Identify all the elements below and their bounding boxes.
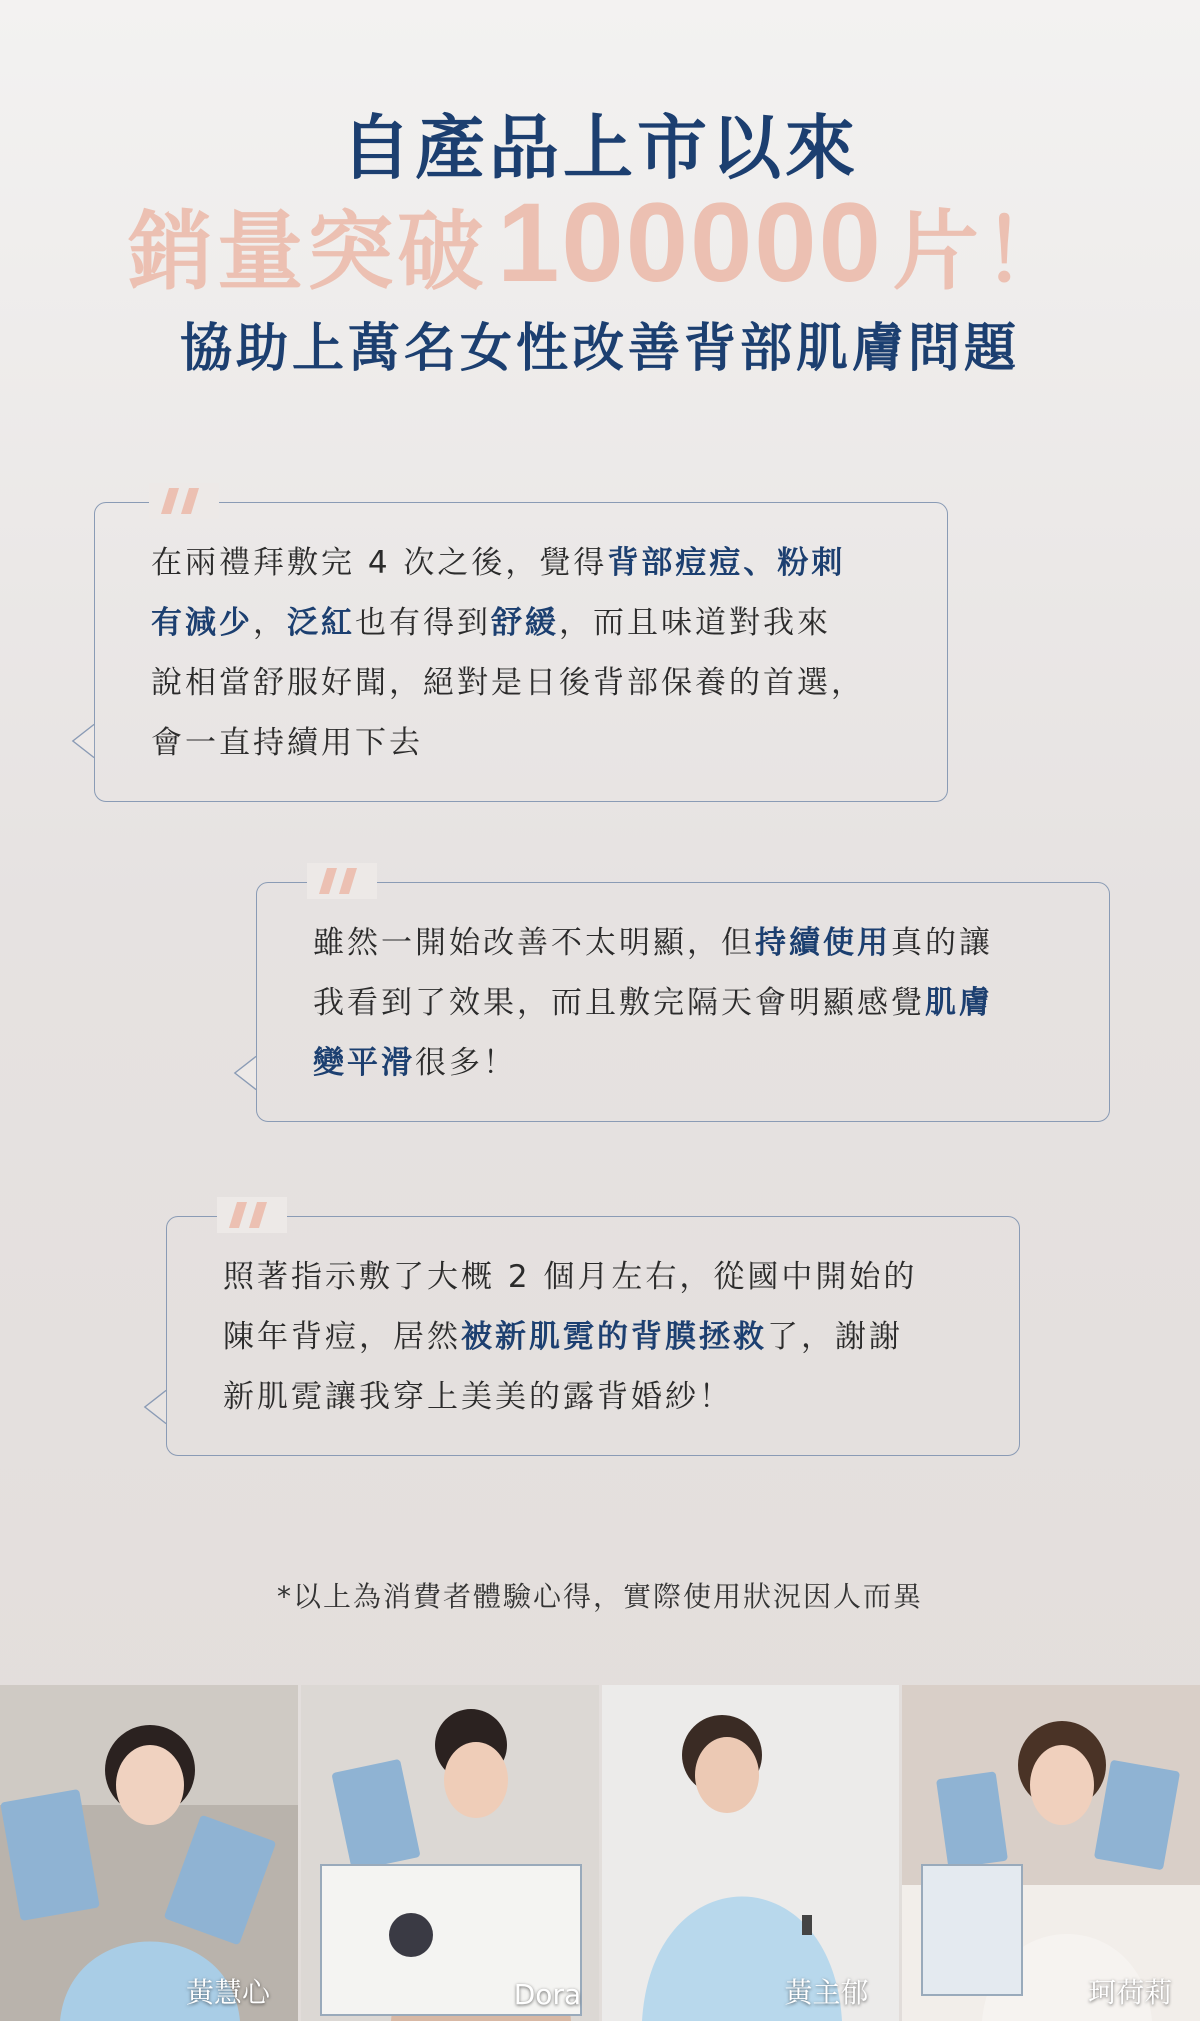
highlight-text: 變平滑 xyxy=(313,1045,415,1081)
testimonial-card-2 xyxy=(256,882,1110,1122)
photo-caption: 珂荷莉 xyxy=(1088,1976,1173,2009)
testimonial-text xyxy=(223,1247,1003,1427)
sales-suffix: 片！ xyxy=(892,202,1073,302)
testimonial-line xyxy=(313,913,1093,973)
highlight-text: 肌膚 xyxy=(925,985,993,1021)
speech-tail-icon xyxy=(71,721,95,761)
body-text: 說相當舒服好聞，絕對是日後背部保養的首選， xyxy=(151,665,865,701)
customer-photo-strip xyxy=(0,1685,1200,2021)
testimonial-line xyxy=(151,653,931,713)
body-text: 照著指示敷了大概 2 個月左右，從國中開始的 xyxy=(223,1259,918,1295)
body-text: 新肌霓讓我穿上美美的露背婚紗！ xyxy=(223,1379,733,1415)
sales-prefix: 銷量突破 xyxy=(127,202,488,302)
quote-mark-icon xyxy=(217,1197,287,1233)
sales-number: 100000 xyxy=(497,180,883,305)
testimonial-line xyxy=(151,593,931,653)
quote-mark-icon xyxy=(307,863,377,899)
body-text: 也有得到 xyxy=(355,605,491,641)
highlight-text: 被新肌霓的背膜拯救 xyxy=(461,1319,767,1355)
highlight-text: 泛紅 xyxy=(287,605,355,641)
testimonial-line xyxy=(313,973,1093,1033)
headline-sales xyxy=(0,178,1200,307)
body-text: 了，謝謝 xyxy=(767,1319,903,1355)
highlight-text: 舒緩 xyxy=(491,605,559,641)
testimonial-line xyxy=(151,533,931,593)
customer-photo-4 xyxy=(902,1685,1200,2021)
body-text: 我看到了效果，而且敷完隔天會明顯感覺 xyxy=(313,985,925,1021)
body-text: 陳年背痘，居然 xyxy=(223,1319,461,1355)
testimonial-line xyxy=(223,1307,1003,1367)
testimonial-card-3 xyxy=(166,1216,1020,1456)
headline-benefit: 協助上萬名女性改善背部肌膚問題 xyxy=(179,319,1020,379)
testimonial-line xyxy=(313,1033,1093,1093)
customer-photo-2 xyxy=(301,1685,599,2021)
customer-photo-1 xyxy=(0,1685,298,2021)
testimonial-card-1 xyxy=(94,502,948,802)
testimonial-text xyxy=(313,913,1093,1093)
speech-tail-icon xyxy=(143,1387,167,1427)
highlight-text: 有減少 xyxy=(151,605,253,641)
quote-mark-icon xyxy=(149,483,219,519)
testimonial-line xyxy=(223,1247,1003,1307)
body-text: 真的讓 xyxy=(891,925,993,961)
body-text: 會一直持續用下去 xyxy=(151,725,423,761)
body-text: ，而且味道對我來 xyxy=(559,605,831,641)
body-text: ， xyxy=(253,605,287,641)
testimonial-text xyxy=(151,533,931,773)
testimonial-line xyxy=(151,713,931,773)
disclaimer: *以上為消費者體驗心得，實際使用狀況因人而異 xyxy=(276,1580,923,1613)
body-text: 雖然一開始改善不太明顯，但 xyxy=(313,925,755,961)
headline-since-launch: 自產品上市以來 xyxy=(341,107,859,189)
photo-caption: Dora xyxy=(513,1978,582,2011)
body-text: 很多！ xyxy=(415,1045,517,1081)
highlight-text: 持續使用 xyxy=(755,925,891,961)
photo-caption: 黃主郁 xyxy=(784,1976,869,2009)
body-text: 在兩禮拜敷完 4 次之後，覺得 xyxy=(151,545,608,581)
testimonial-line xyxy=(223,1367,1003,1427)
speech-tail-icon xyxy=(233,1053,257,1093)
customer-photo-illustration xyxy=(301,1685,599,2021)
photo-caption: 黃慧心 xyxy=(186,1976,271,2009)
highlight-text: 背部痘痘、粉刺 xyxy=(607,545,846,581)
customer-photo-3 xyxy=(602,1685,900,2021)
